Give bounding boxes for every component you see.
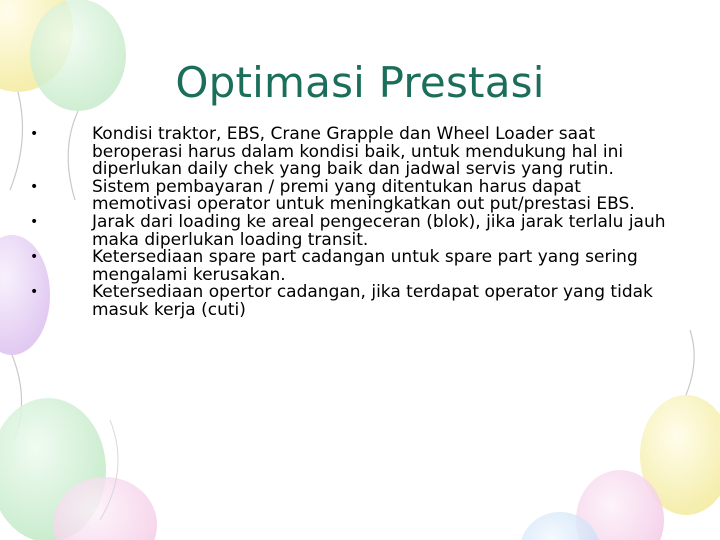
bullet-dot-icon: • xyxy=(30,178,39,195)
bullet-dot-icon: • xyxy=(30,249,39,266)
bullet-text: Kondisi traktor, EBS, Crane Grapple dan Wheel Loader saat beroperasi harus dalam kondisi baik, untuk mendukung hal ini diperlukan daily chek yang baik dan jadwal servis yang rutin. xyxy=(92,124,624,180)
slide-title: Optimasi Prestasi xyxy=(175,58,545,107)
bullet-text: Jarak dari loading ke areal pengeceran (blok), jika jarak terlalu jauh maka diperlukan loading transit. xyxy=(92,211,666,250)
bullet-item xyxy=(30,211,670,250)
bullet-dot-icon: • xyxy=(30,213,39,230)
bullet-text: Ketersediaan opertor cadangan, jika terdapat operator yang tidak masuk kerja (cuti) xyxy=(92,282,653,320)
bullet-dot-icon: • xyxy=(30,284,39,301)
bullet-item xyxy=(30,176,670,215)
bullet-text: Sistem pembayaran / premi yang ditentukan harus dapat memotivasi operator untuk meningkatkan out put/prestasi EBS. xyxy=(92,176,635,215)
bullet-item xyxy=(30,249,670,284)
bullet-list xyxy=(30,126,670,320)
bullet-item xyxy=(30,284,670,319)
bullet-dot-icon: • xyxy=(30,126,39,142)
bullet-item xyxy=(30,126,670,179)
bullet-text: Ketersediaan spare part cadangan untuk spare part yang sering mengalami kerusakan. xyxy=(92,247,638,285)
